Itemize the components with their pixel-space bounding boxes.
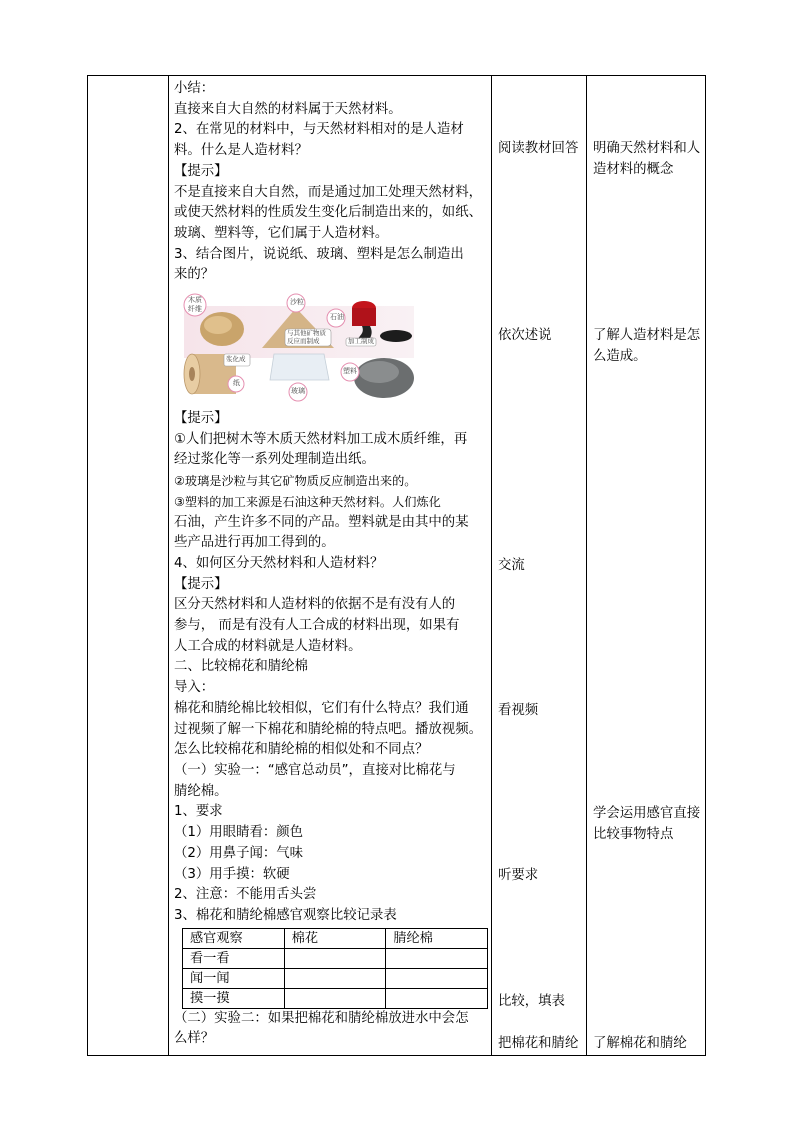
- student-activity-column: [492, 76, 587, 1056]
- table-row: [183, 988, 488, 1008]
- student-activity: 听要求: [498, 868, 539, 883]
- text-line: 或使天然材料的性质发生变化后制造出来的，如纸、: [174, 205, 482, 221]
- label-oil: 石油: [330, 313, 344, 322]
- text-line: （一）实验一：“感官总动员”，直接对比棉花与: [174, 762, 456, 778]
- text-line: 2、在常见的材料中，与天然材料相对的是人造材: [174, 122, 464, 138]
- materials-figure: [174, 292, 420, 405]
- text-line: 【提示】: [174, 411, 228, 427]
- student-activity: 比较，填表: [498, 994, 565, 1009]
- text-line: 棉花和腈纶棉比较相似，它们有什么特点？我们通: [174, 700, 469, 716]
- design-intent: 了解棉花和腈纶: [593, 1036, 687, 1051]
- glass-plate: [270, 354, 329, 380]
- text-line: 来的？: [174, 267, 215, 283]
- text-line: 3、结合图片，说说纸、玻璃、塑料是怎么制造出: [174, 246, 464, 262]
- student-activity: 看视频: [498, 703, 539, 718]
- design-intent: 明确天然材料和人造材料的概念: [593, 141, 701, 177]
- student-activity: 把棉花和腈纶: [498, 1036, 579, 1051]
- text-line: （1）用眼睛看：颜色: [174, 825, 304, 841]
- table-header-cell: 腈纶棉: [386, 928, 488, 948]
- text-line: ①人们把树木等木质天然材料加工成木质纤维，再: [174, 431, 468, 447]
- student-activity: 阅读教材回答: [498, 141, 579, 156]
- design-intent: 了解人造材料是怎么造成。: [593, 328, 701, 364]
- text-line: 怎么比较棉花和腈纶棉的相似处和不同点？: [174, 742, 429, 758]
- text-line: 人工合成的材料就是人造材料。: [174, 638, 362, 654]
- table-row: [183, 968, 488, 988]
- text-line: 【提示】: [174, 576, 228, 592]
- table-cell: [386, 988, 488, 1008]
- text-line: （2）用鼻子闻：气味: [174, 845, 304, 861]
- text-line: 经过浆化等一系列处理制造出纸。: [174, 452, 375, 468]
- text-line: 腈纶棉。: [174, 783, 228, 799]
- label-reaction: 与其他矿物质反应而制成: [287, 329, 326, 346]
- lesson-plan-table: [87, 75, 706, 1056]
- design-intent-column: [587, 76, 706, 1056]
- text-line: 小结：: [174, 81, 215, 96]
- table-cell: [386, 968, 488, 988]
- label-pulp: 浆化成: [226, 355, 246, 364]
- text-line: （3）用手摸：软硬: [174, 866, 290, 882]
- table-header-cell: 棉花: [284, 928, 386, 948]
- text-line: 过视频了解一下棉花和腈纶棉的特点吧。播放视频。: [174, 721, 482, 737]
- table-cell: [386, 948, 488, 968]
- label-wood: 木质纤维: [188, 296, 202, 314]
- text-line: 【提示】: [174, 163, 228, 179]
- table-cell: [284, 968, 386, 988]
- student-activity: 交流: [498, 558, 525, 573]
- text-line: 么样？: [174, 1031, 215, 1047]
- text-line: 2、注意：不能用舌头尝: [174, 887, 317, 903]
- student-activity: 依次述说: [498, 328, 552, 343]
- table-cell: 摸一摸: [183, 988, 285, 1008]
- text-line: 1、要求: [174, 804, 223, 820]
- text-line: 不是直接来自大自然，而是通过加工处理天然材料，: [174, 184, 482, 200]
- text-line: 区分天然材料和人造材料的依据不是有没有人的: [174, 597, 456, 613]
- label-process: 加工制成: [348, 337, 374, 346]
- text-line: 料。什么是人造材料？: [174, 143, 308, 159]
- text-line: 二、比较棉花和腈纶棉: [174, 659, 308, 675]
- table-row: [183, 928, 488, 948]
- text-line: ②玻璃是沙粒与其它矿物质反应制造出来的。: [174, 474, 417, 489]
- label-glass: 玻璃: [291, 387, 305, 396]
- text-line: 导入：: [174, 680, 215, 696]
- table-cell: [284, 948, 386, 968]
- text-line: 些产品进行再加工得到的。: [174, 535, 335, 551]
- table-header-cell: 感官观察: [183, 928, 285, 948]
- table-cell: 闻一闻: [183, 968, 285, 988]
- text-line: 参与， 而是有没有人工合成的材料出现，如果有: [174, 618, 460, 634]
- text-line: （二）实验二：如果把棉花和腈纶棉放进水中会怎: [174, 1010, 469, 1026]
- label-plastic: 塑料: [343, 367, 357, 376]
- table-cell: [284, 988, 386, 1008]
- blank-column: [88, 76, 169, 1056]
- teaching-content-column: [169, 76, 492, 1056]
- text-line: 直接来自大自然的材料属于天然材料。: [174, 101, 402, 117]
- text-line: 玻璃、塑料等，它们属于人造材料。: [174, 225, 389, 241]
- sensory-record-table: [182, 928, 488, 1009]
- text-line: 3、棉花和腈纶棉感官观察比较记录表: [174, 907, 397, 923]
- table-row: [183, 948, 488, 968]
- table-cell: 看一看: [183, 948, 285, 968]
- label-paper: 纸: [233, 379, 240, 388]
- teaching-content: [174, 79, 488, 1050]
- design-intent: 学会运用感官直接比较事物特点: [593, 806, 701, 842]
- text-line: ③塑料的加工来源是石油这种天然材料。人们炼化: [174, 494, 441, 509]
- text-line: 4、如何区分天然材料和人造材料？: [174, 555, 384, 571]
- label-sand: 沙粒: [290, 298, 304, 307]
- text-line: 石油，产生许多不同的产品。塑料就是由其中的某: [174, 514, 469, 530]
